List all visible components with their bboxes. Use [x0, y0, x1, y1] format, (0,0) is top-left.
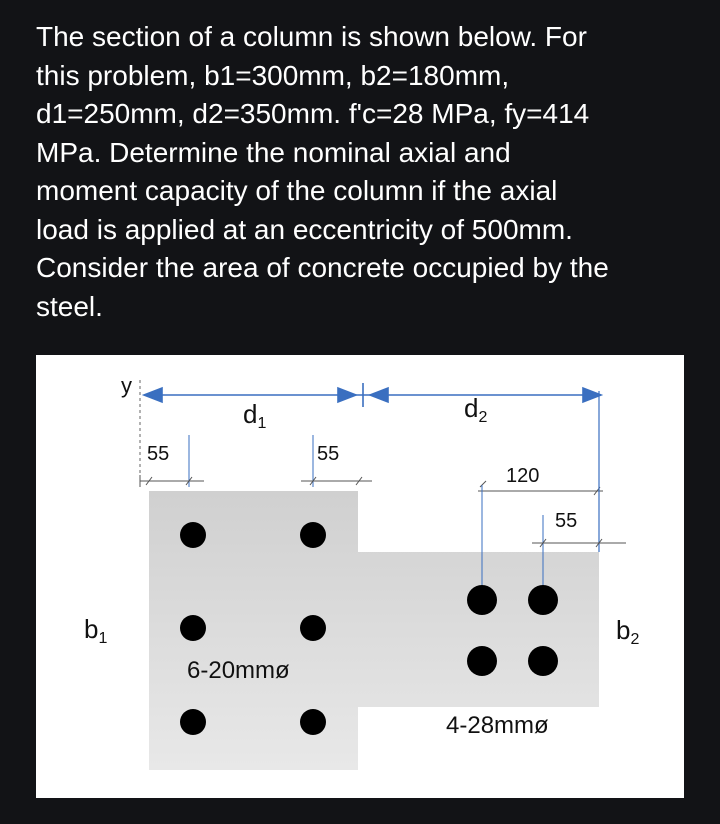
column-section-figure — [36, 355, 684, 798]
problem-line-5: moment capacity of the column if the axial — [36, 175, 558, 206]
d2-label: d2 — [464, 393, 488, 426]
problem-statement — [36, 18, 696, 326]
column-section-diagram — [36, 355, 684, 798]
rebar-28mm — [467, 585, 497, 615]
d-dimension-line — [144, 383, 601, 407]
problem-line-6: load is applied at an eccentricity of 500mm. — [36, 213, 573, 245]
problem-line-7: Consider the area of concrete occupied by the — [36, 252, 609, 283]
bars-28mm-label: 4-28mmø — [446, 712, 549, 739]
problem-line-2: this problem, b1=300mm, b2=180mm, — [36, 59, 510, 91]
b2-label: b2 — [616, 615, 640, 648]
problem-line-4: MPa. Determine the nominal axial and — [36, 136, 511, 168]
d1-label: d1 — [243, 399, 267, 432]
problem-line-8: steel. — [36, 290, 103, 322]
dim-right-55: 55 — [555, 510, 578, 532]
problem-line-3: d1=250mm, d2=350mm. f'c=28 MPa, fy=414 — [36, 98, 590, 129]
bars-20mm-label: 6-20mmø — [187, 657, 290, 684]
rebar-20mm — [300, 709, 326, 735]
b1-label: b1 — [84, 614, 108, 647]
dim-120: 120 — [506, 465, 540, 487]
rebar-20mm — [300, 522, 326, 548]
dim-mid-55: 55 — [317, 443, 340, 465]
rebar-20mm — [180, 615, 206, 641]
y-axis-label: y — [121, 373, 132, 398]
rebar-28mm — [528, 585, 558, 615]
rebar-28mm — [528, 646, 558, 676]
rebar-28mm — [467, 646, 497, 676]
dim-left-55: 55 — [147, 443, 170, 465]
rebar-20mm — [180, 522, 206, 548]
rebar-20mm — [300, 615, 326, 641]
rebar-20mm — [180, 709, 206, 735]
problem-line-1: The section of a column is shown below. For — [36, 21, 587, 52]
